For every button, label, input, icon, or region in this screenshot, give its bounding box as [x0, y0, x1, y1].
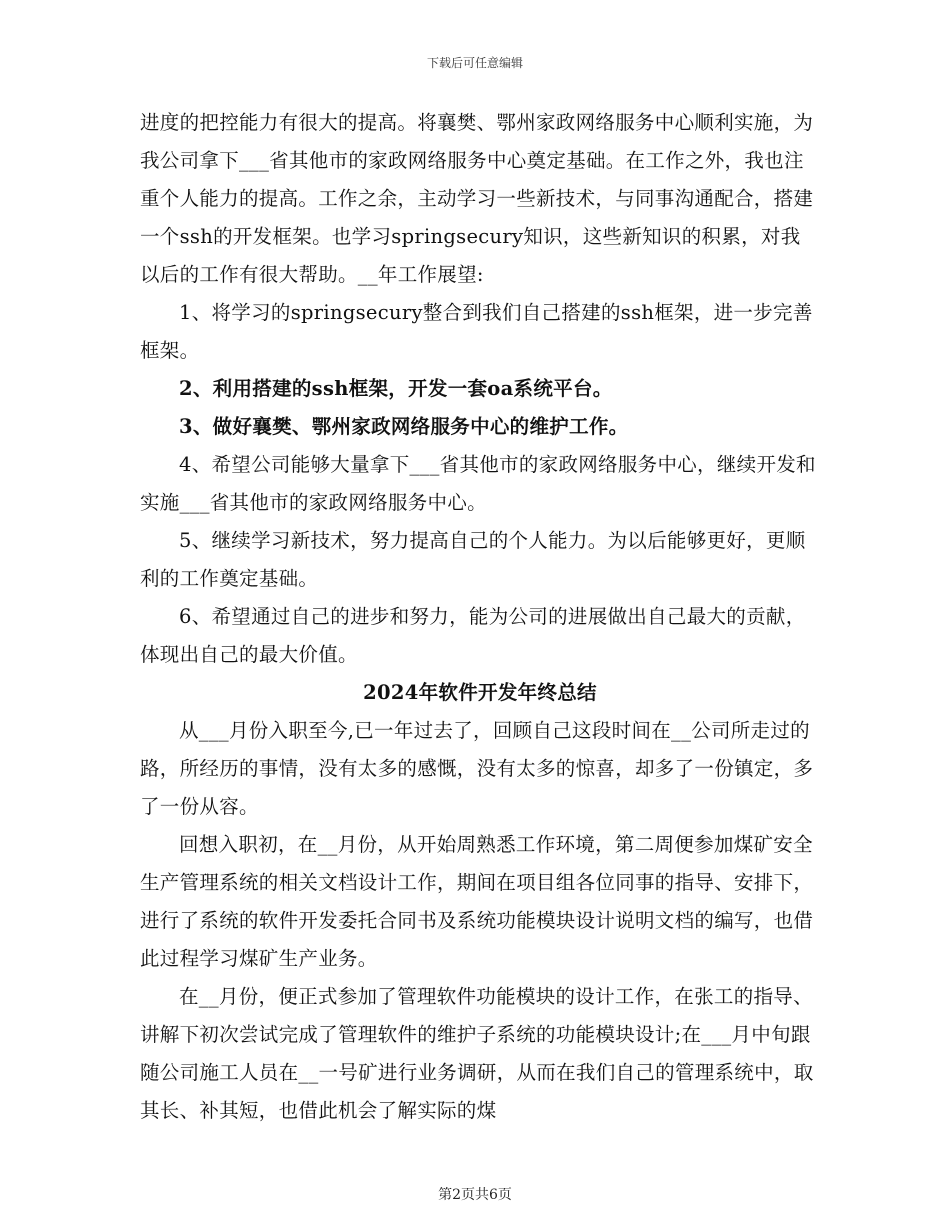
paragraph-outlook-6: 6、希望通过自己的进步和努力，能为公司的进展做出自己最大的贡献，体现出自己的最大价值。	[140, 605, 806, 666]
paragraph-outlook-3: 3、做好襄樊、鄂州家政网络服务中心的维护工作。	[179, 415, 629, 438]
paragraph-onboarding: 回想入职初，在__月份，从开始周熟悉工作环境，第二周便参加煤矿安全生产管理系统的相关文档设计工作，期间在项目组各位同事的指导、安排下，进行了系统的软件开发委托合同书及系统功能模块设计说明文档的编写，也借此过程学习煤矿生产业务。	[140, 833, 814, 970]
paragraph-outlook-4: 4、希望公司能够大量拿下___省其他市的家政网络服务中心，继续开发和实施___省其他市的家政网络服务中心。	[140, 453, 816, 514]
page-header: 下载后可任意编辑	[426, 56, 523, 70]
paragraph-outlook-2: 2、利用搭建的ssh框架，开发一套oa系统平台。	[179, 377, 613, 400]
paragraph-outlook-1: 1、将学习的springsecury整合到我们自己搭建的ssh框架，进一步完善框架。	[140, 301, 813, 362]
paragraph-outlook-5: 5、继续学习新技术，努力提高自己的个人能力。为以后能够更好，更顺利的工作奠定基础。	[140, 529, 806, 590]
page-footer: 第2页共6页	[438, 1187, 512, 1203]
document-body	[140, 104, 820, 1130]
paragraph-design-work: 在__月份，便正式参加了管理软件功能模块的设计工作，在张工的指导、讲解下初次尝试完成了管理软件的维护子系统的功能模块设计;在___月中旬跟随公司施工人员在__一号矿进行业务调研，从而在我们自己的管理系统中，取其长、补其短，也借此机会了解实际的煤	[140, 985, 814, 1122]
section-title: 2024年软件开发年终总结	[363, 681, 597, 704]
paragraph-1: 进度的把控能力有很大的提高。将襄樊、鄂州家政网络服务中心顺利实施，为我公司拿下___省其他市的家政网络服务中心奠定基础。在工作之外，我也注重个人能力的提高。工作之余，主动学习一些新技术，与同事沟通配合，搭建一个ssh的开发框架。也学习springsecury知识，这些新知识的积累，对我以后的工作有很大帮助。__年工作展望:	[140, 111, 814, 286]
paragraph-intro: 从___月份入职至今,已一年过去了，回顾自己这段时间在__公司所走过的路，所经历的事情，没有太多的感慨，没有太多的惊喜，却多了一份镇定，多了一份从容。	[140, 719, 814, 818]
